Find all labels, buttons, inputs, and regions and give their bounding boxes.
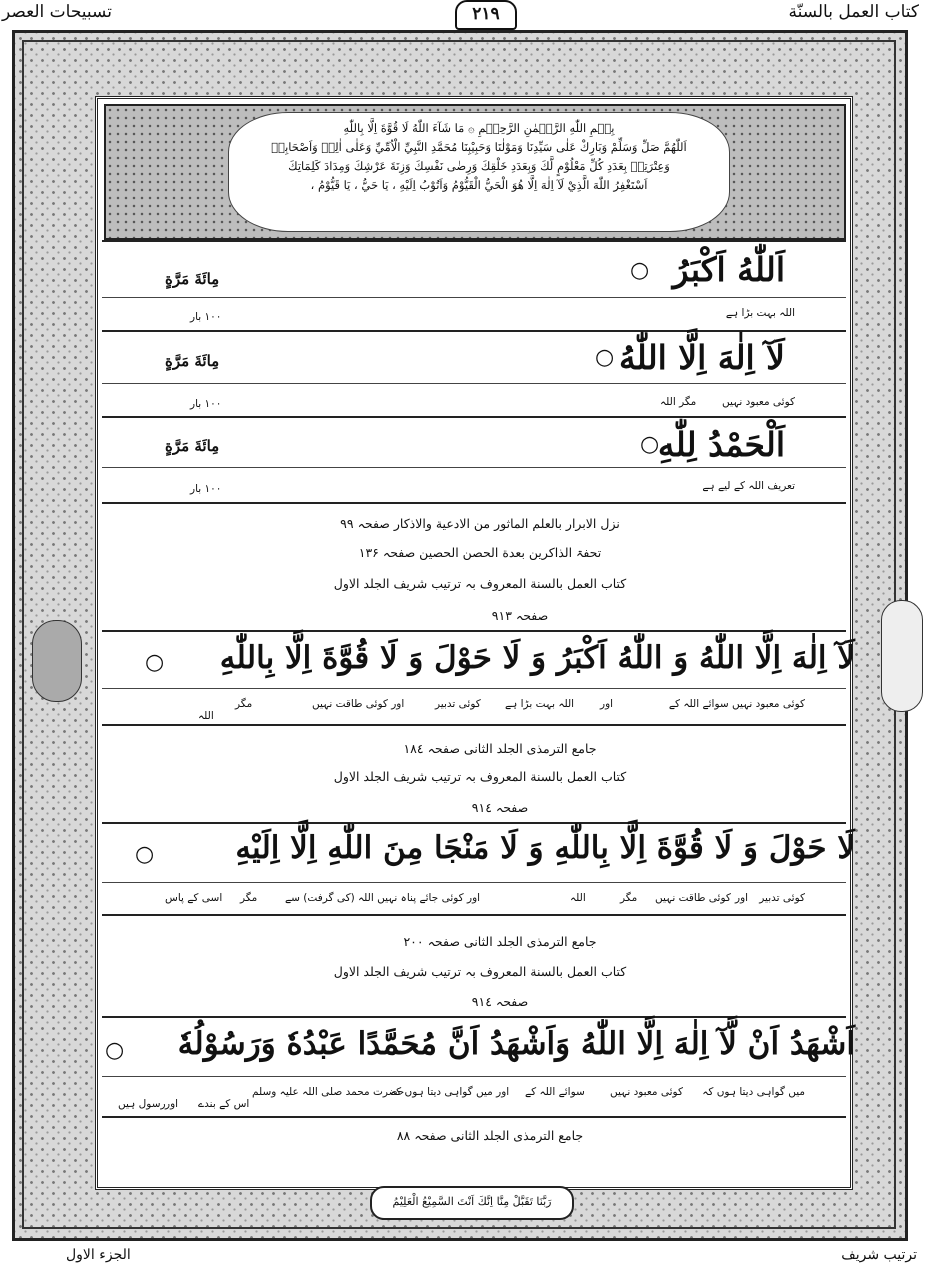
translation-part: کوئی تدبیر [759, 892, 805, 904]
translation-part: سوائے اللہ کے [525, 1086, 585, 1098]
zikr-allahu-akbar: اَللّٰهُ اَكْبَرُ [672, 250, 785, 289]
count-arabic: مِائَةَ مَرَّةٍ [165, 352, 220, 370]
reference-page: صفحہ ۹۱٤ [471, 800, 529, 815]
reference-line: جامع الترمذی الجلد الثانی صفحہ ۱۸٤ [403, 741, 597, 756]
banner-line-1: بِسۡمِ اللّٰهِ الرَّحۡمٰنِ الرَّحِيۡمِ ۞ مَا شَآءَ اللّٰهُ لَا قُوَّةَ اِلَّا بِاللّٰهِ [343, 121, 615, 135]
translation-part: اللہ [570, 892, 586, 904]
translation-part: کوئی طاقت نہیں [655, 892, 731, 904]
banner-line-3: وَعِتْرَتِهٖ بِعَدَدِ كُلِّ مَعْلُوْمٍ لَّكَ وَبِعَدَدِ خَلْقِكَ وَرِضٰى نَفْسِكَ وَزِنَةَ عَرْشِكَ وَمِدَادَ كَلِمَاتِكَ [288, 159, 670, 173]
divider [102, 330, 846, 332]
divider [102, 724, 846, 726]
reference-line: کتاب العمل بالسنة المعروف بہ ترتیب شریف الجلد الاول [333, 576, 627, 591]
zikr-la-ilaha-illallah: لَآ اِلٰهَ اِلَّا اللّٰهُ [618, 338, 785, 377]
header-right: کتاب العمل بالسنّة [788, 2, 919, 22]
dua-la-hawla-la-manja: لَا حَوْلَ وَ لَا قُوَّةَ اِلَّا بِاللّٰهِ وَ لَا مَنْجَا مِنَ اللّٰهِ اِلَّا اِلَيْهِ [235, 830, 855, 866]
translation-part: اور [165, 1098, 179, 1110]
divider [102, 630, 846, 632]
translation-part: اللہ بہت بڑا ہے [505, 698, 575, 710]
divider [102, 502, 846, 504]
translation-part-1: کوئی معبود نہیں [722, 396, 795, 408]
divider [102, 1116, 846, 1118]
dua-tahlil-takbir-hawqala: لَآ اِلٰهَ اِلَّا اللّٰهُ وَ اللّٰهُ اَكْبَرُ وَ لَا حَوْلَ وَ لَا قُوَّةَ اِلَّا بِاللّٰهِ [219, 640, 855, 676]
divider [102, 822, 846, 824]
reference-page: صفحہ ۹۱٤ [471, 994, 529, 1009]
translation-part: اور کوئی جائے پناہ نہیں اللہ (کی گرفت) سے [285, 892, 481, 904]
divider [102, 1016, 846, 1018]
divider [102, 688, 846, 689]
reference-page: صفحہ ۹۱۳ [491, 608, 549, 623]
right-medallion-icon [881, 600, 923, 712]
translation-part-2: مگر اللہ [660, 396, 697, 408]
reference-line: جامع الترمذی الجلد الثانی صفحہ ۲۰۰ [403, 934, 597, 949]
seal-text: رَبَّنَا تَقَبَّلْ مِنَّا اِنَّكَ اَنْتَ السَّمِيْعُ الْعَلِيْمُ [392, 1195, 552, 1208]
translation-part: اللہ [198, 710, 214, 722]
divider [102, 882, 846, 883]
divider [102, 297, 846, 298]
circle-mark-icon: ○ [630, 258, 650, 283]
translation-part: کوئی معبود نہیں [610, 1086, 683, 1098]
circle-mark-icon: ○ [135, 842, 155, 867]
translation: تعریف اللہ کے لیے ہے [702, 480, 795, 492]
translation-part: مگر [240, 892, 258, 904]
banner-line-2: اَللّٰهُمَّ صَلِّ وَسَلِّمْ وَبَارِكْ عَلٰى سَيِّدِنَا وَمَوْلٰنَا وَحَبِيْبِنَا مُحَمَّدِ النَّبِيِّ الْاُمِّيِّ وَعَلٰى اٰلِهٖ وَاَصْحَابِهٖ [271, 140, 687, 154]
left-medallion-icon [32, 620, 82, 702]
divider [102, 1076, 846, 1077]
translation-part: میں گواہی دیتا ہوں کہ [702, 1086, 805, 1098]
translation-part: اس کے بندے [198, 1098, 250, 1110]
translation-part: مگر [620, 892, 638, 904]
translation-part: کوئی معبود نہیں سوائے اللہ کے [668, 698, 805, 710]
dua-shahada: اَشْهَدُ اَنْ لَّآ اِلٰهَ اِلَّا اللّٰهُ وَاَشْهَدُ اَنَّ مُحَمَّدًا عَبْدُهٗ وَرَسُوْلُهٗ [177, 1026, 855, 1062]
translation: اللہ بہت بڑا ہے [725, 307, 795, 319]
count-urdu: ۱۰۰ بار [190, 483, 222, 495]
divider [102, 240, 846, 242]
reference-line: کتاب العمل بالسنة المعروف بہ ترتیب شریف الجلد الاول [333, 964, 627, 979]
translation-part: کوئی تدبیر [435, 698, 481, 710]
translation-part: رسول ہیں [118, 1098, 166, 1110]
count-urdu: ۱۰۰ بار [190, 311, 222, 323]
banner-cartouche [228, 112, 730, 232]
reference-line: تحفۃ الذاكرین بعدة الحصن الحصين صفحہ ۱۳۶ [358, 545, 602, 560]
reference-line: نزل الابرار بالعلم الماثور من الادعية والاذكار صفحہ ۹۹ [340, 516, 620, 531]
reference-line: جامع الترمذی الجلد الثانی صفحہ ۸۸ [396, 1128, 584, 1143]
translation-part: اور کوئی طاقت نہیں [312, 698, 405, 710]
bottom-cartouche [370, 1186, 574, 1220]
count-urdu: ۱۰۰ بار [190, 398, 222, 410]
divider [102, 914, 846, 916]
footer-right: ترتیب شریف [841, 1247, 917, 1263]
translation-part: مگر [235, 698, 253, 710]
divider [102, 383, 846, 384]
translation-part: اور [735, 892, 749, 904]
banner-line-4: اَسْتَغْفِرُ اللّٰهَ الَّذِيْ لَآ اِلٰهَ اِلَّا هُوَ الْحَيُّ الْقَيُّوْمُ وَاَتُوْبُ اِلَيْهِ ، يَا حَيُّ ، يَا قَيُّوْمُ ، [310, 178, 648, 192]
zikr-alhamdulillah: اَلْحَمْدُ لِلّٰهِ [657, 425, 785, 464]
divider [102, 416, 846, 418]
translation-part: اور میں گواہی دیتا ہوں کہ [390, 1086, 510, 1098]
divider [102, 467, 846, 468]
count-arabic: مِائَةَ مَرَّةٍ [165, 270, 220, 288]
translation-part: اسی کے پاس [165, 892, 223, 904]
circle-mark-icon: ○ [595, 345, 615, 370]
circle-mark-icon: ○ [640, 432, 660, 457]
translation-part: اور [600, 698, 614, 710]
count-arabic: مِائَةَ مَرَّةٍ [165, 437, 220, 455]
translation-part: حضرت محمد صلی اللہ علیہ وسلم [252, 1086, 405, 1098]
header-left: تسبیحات العصر [2, 2, 112, 22]
circle-mark-icon: ○ [105, 1038, 125, 1063]
page-number: ۲۱۹ [455, 0, 517, 30]
circle-mark-icon: ○ [145, 650, 165, 675]
reference-line: کتاب العمل بالسنة المعروف بہ ترتیب شریف الجلد الاول [333, 769, 627, 784]
footer-left: الجزء الاول [66, 1247, 131, 1263]
